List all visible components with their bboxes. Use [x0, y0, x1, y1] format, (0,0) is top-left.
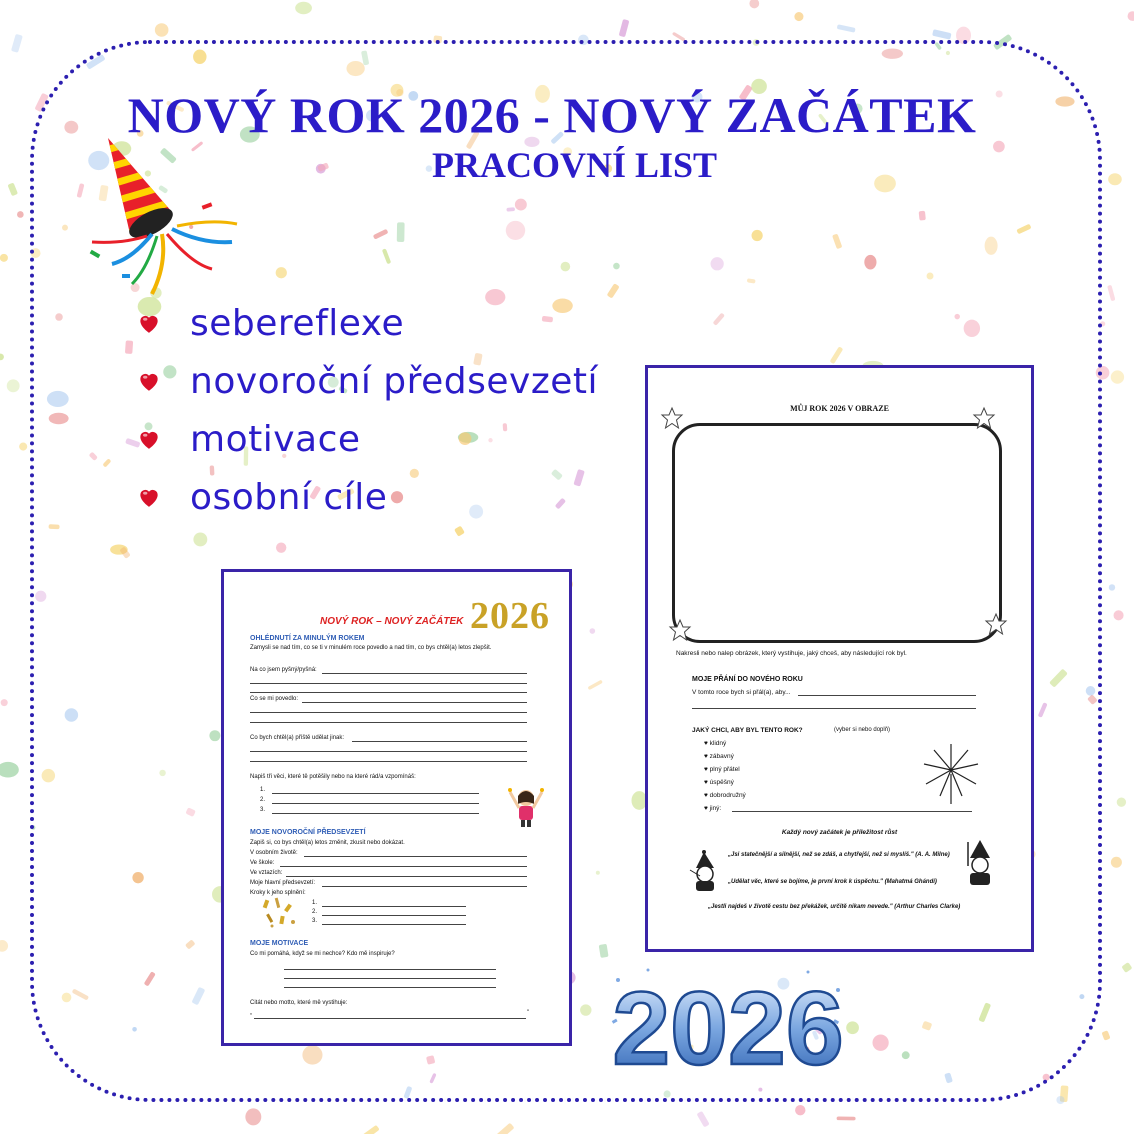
quote-1: „Jsi statečnější a silnější, než se zdáš, a chytřejší, než si myslíš." (A. A. Milne): [728, 852, 950, 858]
child-with-hat-icon: [686, 850, 726, 892]
confetti-icon: [260, 896, 300, 930]
child-with-hat-icon: [958, 838, 998, 886]
confetti-piece: [295, 2, 312, 14]
worksheet-page-1: [221, 569, 572, 1046]
party-hat-icon: [72, 134, 242, 304]
sheet1-sec3-heading: MOJE MOTIVACE: [250, 940, 309, 947]
list-item-label: novoroční předsevzetí: [190, 360, 598, 402]
sheet1-title: NOVÝ ROK – NOVÝ ZAČÁTEK: [320, 616, 464, 627]
list-item-label: osobní cíle: [190, 476, 388, 518]
list-item: [136, 352, 598, 410]
quote-prompt: Citát nebo motto, které mě vystihuje:: [250, 1000, 348, 1006]
quote-close: ": [527, 1010, 530, 1016]
confetti-piece: [0, 940, 8, 952]
confetti-piece: [1128, 11, 1134, 21]
topic-list: [136, 294, 598, 526]
firework-icon: [916, 740, 986, 806]
confetti-piece: [7, 182, 18, 196]
num-3: 3.: [260, 807, 266, 813]
heart-icon: [136, 310, 162, 336]
big-year-graphic: [608, 960, 848, 1080]
quote-2: „Udělat věc, které se bojíme, je první krok k úspěchu." (Mahatmá Ghándí): [728, 879, 937, 885]
confetti-piece: [1, 699, 8, 706]
confetti-piece: [837, 1117, 856, 1121]
step-num-3: 3.: [312, 918, 318, 924]
star-icon: [660, 406, 684, 430]
option-item: ♥ jiný:: [704, 805, 722, 812]
step-num-2: 2.: [312, 909, 318, 915]
worksheet-page-2: [645, 365, 1034, 952]
sheet1-sec2-heading: MOJE NOVOROČNÍ PŘEDSEVZETÍ: [250, 829, 366, 836]
star-icon: [668, 618, 692, 642]
list-item-label: motivace: [190, 418, 361, 460]
sheet1-sec2-intro: Zapiš si, co bys chtěl(a) letos změnit, zkusit nebo dokázat.: [250, 840, 405, 846]
year-hint: (vyber si nebo doplň): [834, 727, 891, 733]
confetti-piece: [0, 354, 4, 361]
drawing-box[interactable]: [672, 423, 1002, 643]
confetti-piece: [155, 23, 169, 37]
confetti-piece: [11, 34, 23, 53]
page-title: NOVÝ ROK 2026 - NOVÝ ZAČÁTEK: [127, 87, 977, 143]
confetti-piece: [932, 29, 951, 40]
option-item: ♥ klidný: [704, 740, 727, 747]
star-icon: [984, 612, 1008, 636]
heart-icon: [136, 368, 162, 394]
confetti-piece: [362, 1125, 379, 1134]
confetti-piece: [0, 254, 8, 262]
confetti-piece: [19, 443, 27, 451]
star-icon: [972, 406, 996, 430]
list-item-label: sebereflexe: [190, 302, 405, 344]
confetti-piece: [0, 762, 19, 778]
field-relations: Ve vztazích:: [250, 870, 283, 876]
heart-icon: [136, 484, 162, 510]
girl-celebrating-icon: [506, 784, 546, 828]
field-school: Ve škole:: [250, 860, 275, 866]
confetti-piece: [1121, 962, 1132, 973]
confetti-piece: [496, 1123, 514, 1134]
confetti-piece: [1107, 285, 1115, 302]
confetti-piece: [1056, 1096, 1064, 1104]
list-item: [136, 294, 598, 352]
option-item: ♥ zábavný: [704, 753, 734, 760]
year-heading: JAKÝ CHCI, ABY BYL TENTO ROK?: [692, 727, 803, 734]
confetti-piece: [1101, 1030, 1110, 1040]
option-item: ♥ úspěšný: [704, 779, 734, 786]
big-year-text: 2026: [612, 971, 844, 1080]
sheet1-year: 2026: [470, 595, 550, 637]
num-2: 2.: [260, 797, 266, 803]
sheet1-sec1-heading: OHLÉDNUTÍ ZA MINULÝM ROKEM: [250, 635, 365, 642]
confetti-piece: [1114, 610, 1124, 620]
num-1: 1.: [260, 787, 266, 793]
confetti-piece: [1109, 584, 1115, 590]
quote-3: „Jestli najdeš v životě cestu bez překážek, určitě nikam nevede." (Arthur Charles Clarke): [708, 904, 961, 910]
field-steps: Kroky k jeho splnění:: [250, 890, 306, 896]
confetti-piece: [245, 1108, 261, 1125]
sheet1-sec3-question: Co mi pomáhá, když se mi nechce? Kdo mě inspiruje?: [250, 951, 395, 957]
option-item: ♥ plný přátel: [704, 766, 740, 773]
list-item: [136, 410, 598, 468]
confetti-piece: [1111, 857, 1122, 868]
option-item: ♥ dobrodružný: [704, 792, 746, 799]
confetti-piece: [1117, 798, 1126, 807]
wish-heading: MOJE PŘÁNÍ DO NOVÉHO ROKU: [692, 676, 803, 683]
confetti-piece: [795, 1105, 805, 1115]
step-num-1: 1.: [312, 900, 318, 906]
sheet1-sec1-intro: Zamysli se nad tím, co se ti v minulém roce povedlo a nad tím, co bys chtěl(a) letos zlepšit.: [250, 645, 492, 651]
motto: Každý nový začátek je příležitost růst: [781, 829, 898, 836]
confetti-piece: [837, 24, 856, 32]
sheet1-q-success: Co se mi povedlo:: [250, 696, 299, 702]
field-main: Moje hlavní předsevzetí:: [250, 880, 316, 886]
page-subtitle: PRACOVNÍ LIST: [432, 145, 718, 185]
confetti-piece: [17, 211, 24, 218]
sheet2-title: MŮJ ROK 2026 V OBRAZE: [790, 404, 889, 413]
draw-prompt: Nakresli nebo nalep obrázek, který vystihuje, jaký chceš, aby následující rok byl.: [676, 650, 907, 657]
field-personal: V osobním životě:: [250, 850, 298, 856]
confetti-piece: [7, 379, 20, 392]
confetti-piece: [697, 1111, 710, 1128]
list-item: [136, 468, 598, 526]
confetti-piece: [749, 0, 759, 8]
sheet1-q-three: Napiš tři věci, které tě potěšily nebo na které rád/a vzpomínáš:: [250, 774, 416, 780]
heart-icon: [136, 426, 162, 452]
wish-prompt: V tomto roce bych si přál(a), aby...: [692, 689, 791, 696]
confetti-piece: [794, 12, 803, 21]
quote-open: „: [250, 1010, 252, 1016]
sheet1-q-different: Co bych chtěl(a) příště udělat jinak:: [250, 735, 345, 741]
sheet1-q-proud: Na co jsem pyšný/pyšná:: [250, 667, 317, 673]
confetti-piece: [1111, 370, 1124, 383]
confetti-piece: [619, 19, 630, 37]
